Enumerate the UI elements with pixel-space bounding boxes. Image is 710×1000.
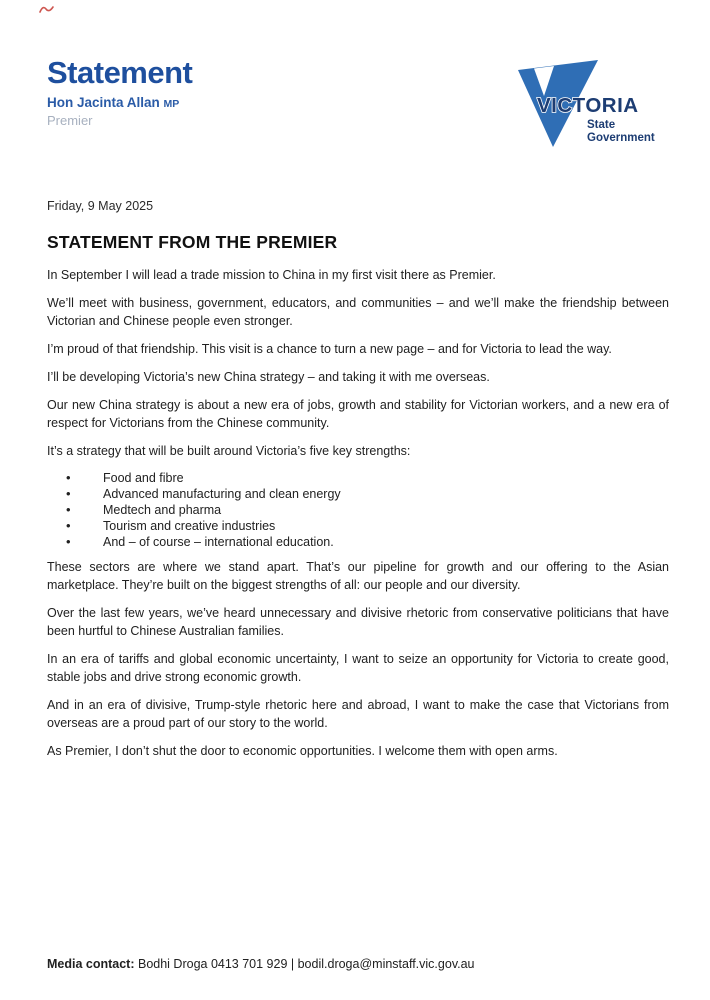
victoria-triangle-icon bbox=[510, 55, 665, 150]
logo-wordmark: VICTORIA bbox=[537, 94, 639, 117]
list-item: • Advanced manufacturing and clean energy bbox=[47, 486, 669, 502]
media-contact-footer bbox=[47, 956, 669, 973]
document-date: Friday, 9 May 2025 bbox=[47, 199, 154, 213]
red-pen-mark bbox=[39, 4, 55, 15]
document-heading: STATEMENT FROM THE PREMIER bbox=[47, 232, 338, 252]
masthead bbox=[47, 55, 192, 128]
paragraph: Over the last few years, we’ve heard unnecessary and divisive rhetoric from conservative politicians that have been hurtful to Chinese Australian families. bbox=[47, 606, 669, 638]
paragraph: These sectors are where we stand apart. That’s our pipeline for growth and our offering to the Asian marketplace. They’re built on the biggest strengths of all: our people and our diversity. bbox=[47, 560, 669, 592]
document-body bbox=[47, 197, 669, 770]
list-item: • And – of course – international education. bbox=[47, 534, 669, 550]
logo-subline-state: State bbox=[587, 119, 616, 131]
media-contact-label: Media contact: bbox=[47, 957, 135, 971]
paragraph: I’m proud of that friendship. This visit is a chance to turn a new page – and for Victoria to lead the way. bbox=[47, 342, 612, 356]
masthead-title: Statement bbox=[47, 55, 193, 90]
masthead-role: Premier bbox=[47, 113, 93, 128]
author-suffix: MP bbox=[163, 98, 180, 110]
paragraph: Our new China strategy is about a new era of jobs, growth and stability for Victorian workers, and a new era of respect for Victorians from the Chinese community. bbox=[47, 398, 669, 430]
list-item: • Tourism and creative industries bbox=[47, 518, 669, 534]
paragraph: And in an era of divisive, Trump-style rhetoric here and abroad, I want to make the case that Victorians from overseas are a proud part of our story to the world. bbox=[47, 698, 669, 730]
list-item: • Food and fibre bbox=[47, 470, 669, 486]
paragraph: In an era of tariffs and global economic uncertainty, I want to seize an opportunity for Victoria to create good, stable jobs and drive strong economic growth. bbox=[47, 652, 669, 684]
paragraph: As Premier, I don’t shut the door to economic opportunities. I welcome them with open arms. bbox=[47, 744, 558, 758]
paragraph: I’ll be developing Victoria’s new China strategy – and taking it with me overseas. bbox=[47, 370, 490, 384]
paragraph: It’s a strategy that will be built around Victoria’s five key strengths: bbox=[47, 444, 411, 458]
masthead-author bbox=[47, 95, 192, 112]
paragraph: In September I will lead a trade mission to China in my first visit there as Premier. bbox=[47, 268, 496, 282]
victoria-state-government-logo bbox=[510, 55, 665, 150]
logo-subline-government: Government bbox=[587, 132, 655, 144]
paragraph: We’ll meet with business, government, educators, and communities – and we’ll make the friendship between Victorian and Chinese people even stronger. bbox=[47, 296, 669, 328]
author-name: Hon Jacinta Allan bbox=[47, 95, 160, 110]
media-contact-details: Bodhi Droga 0413 701 929 | bodil.droga@minstaff.vic.gov.au bbox=[134, 957, 475, 971]
list-item: • Medtech and pharma bbox=[47, 502, 669, 518]
key-strengths-list bbox=[47, 470, 669, 550]
